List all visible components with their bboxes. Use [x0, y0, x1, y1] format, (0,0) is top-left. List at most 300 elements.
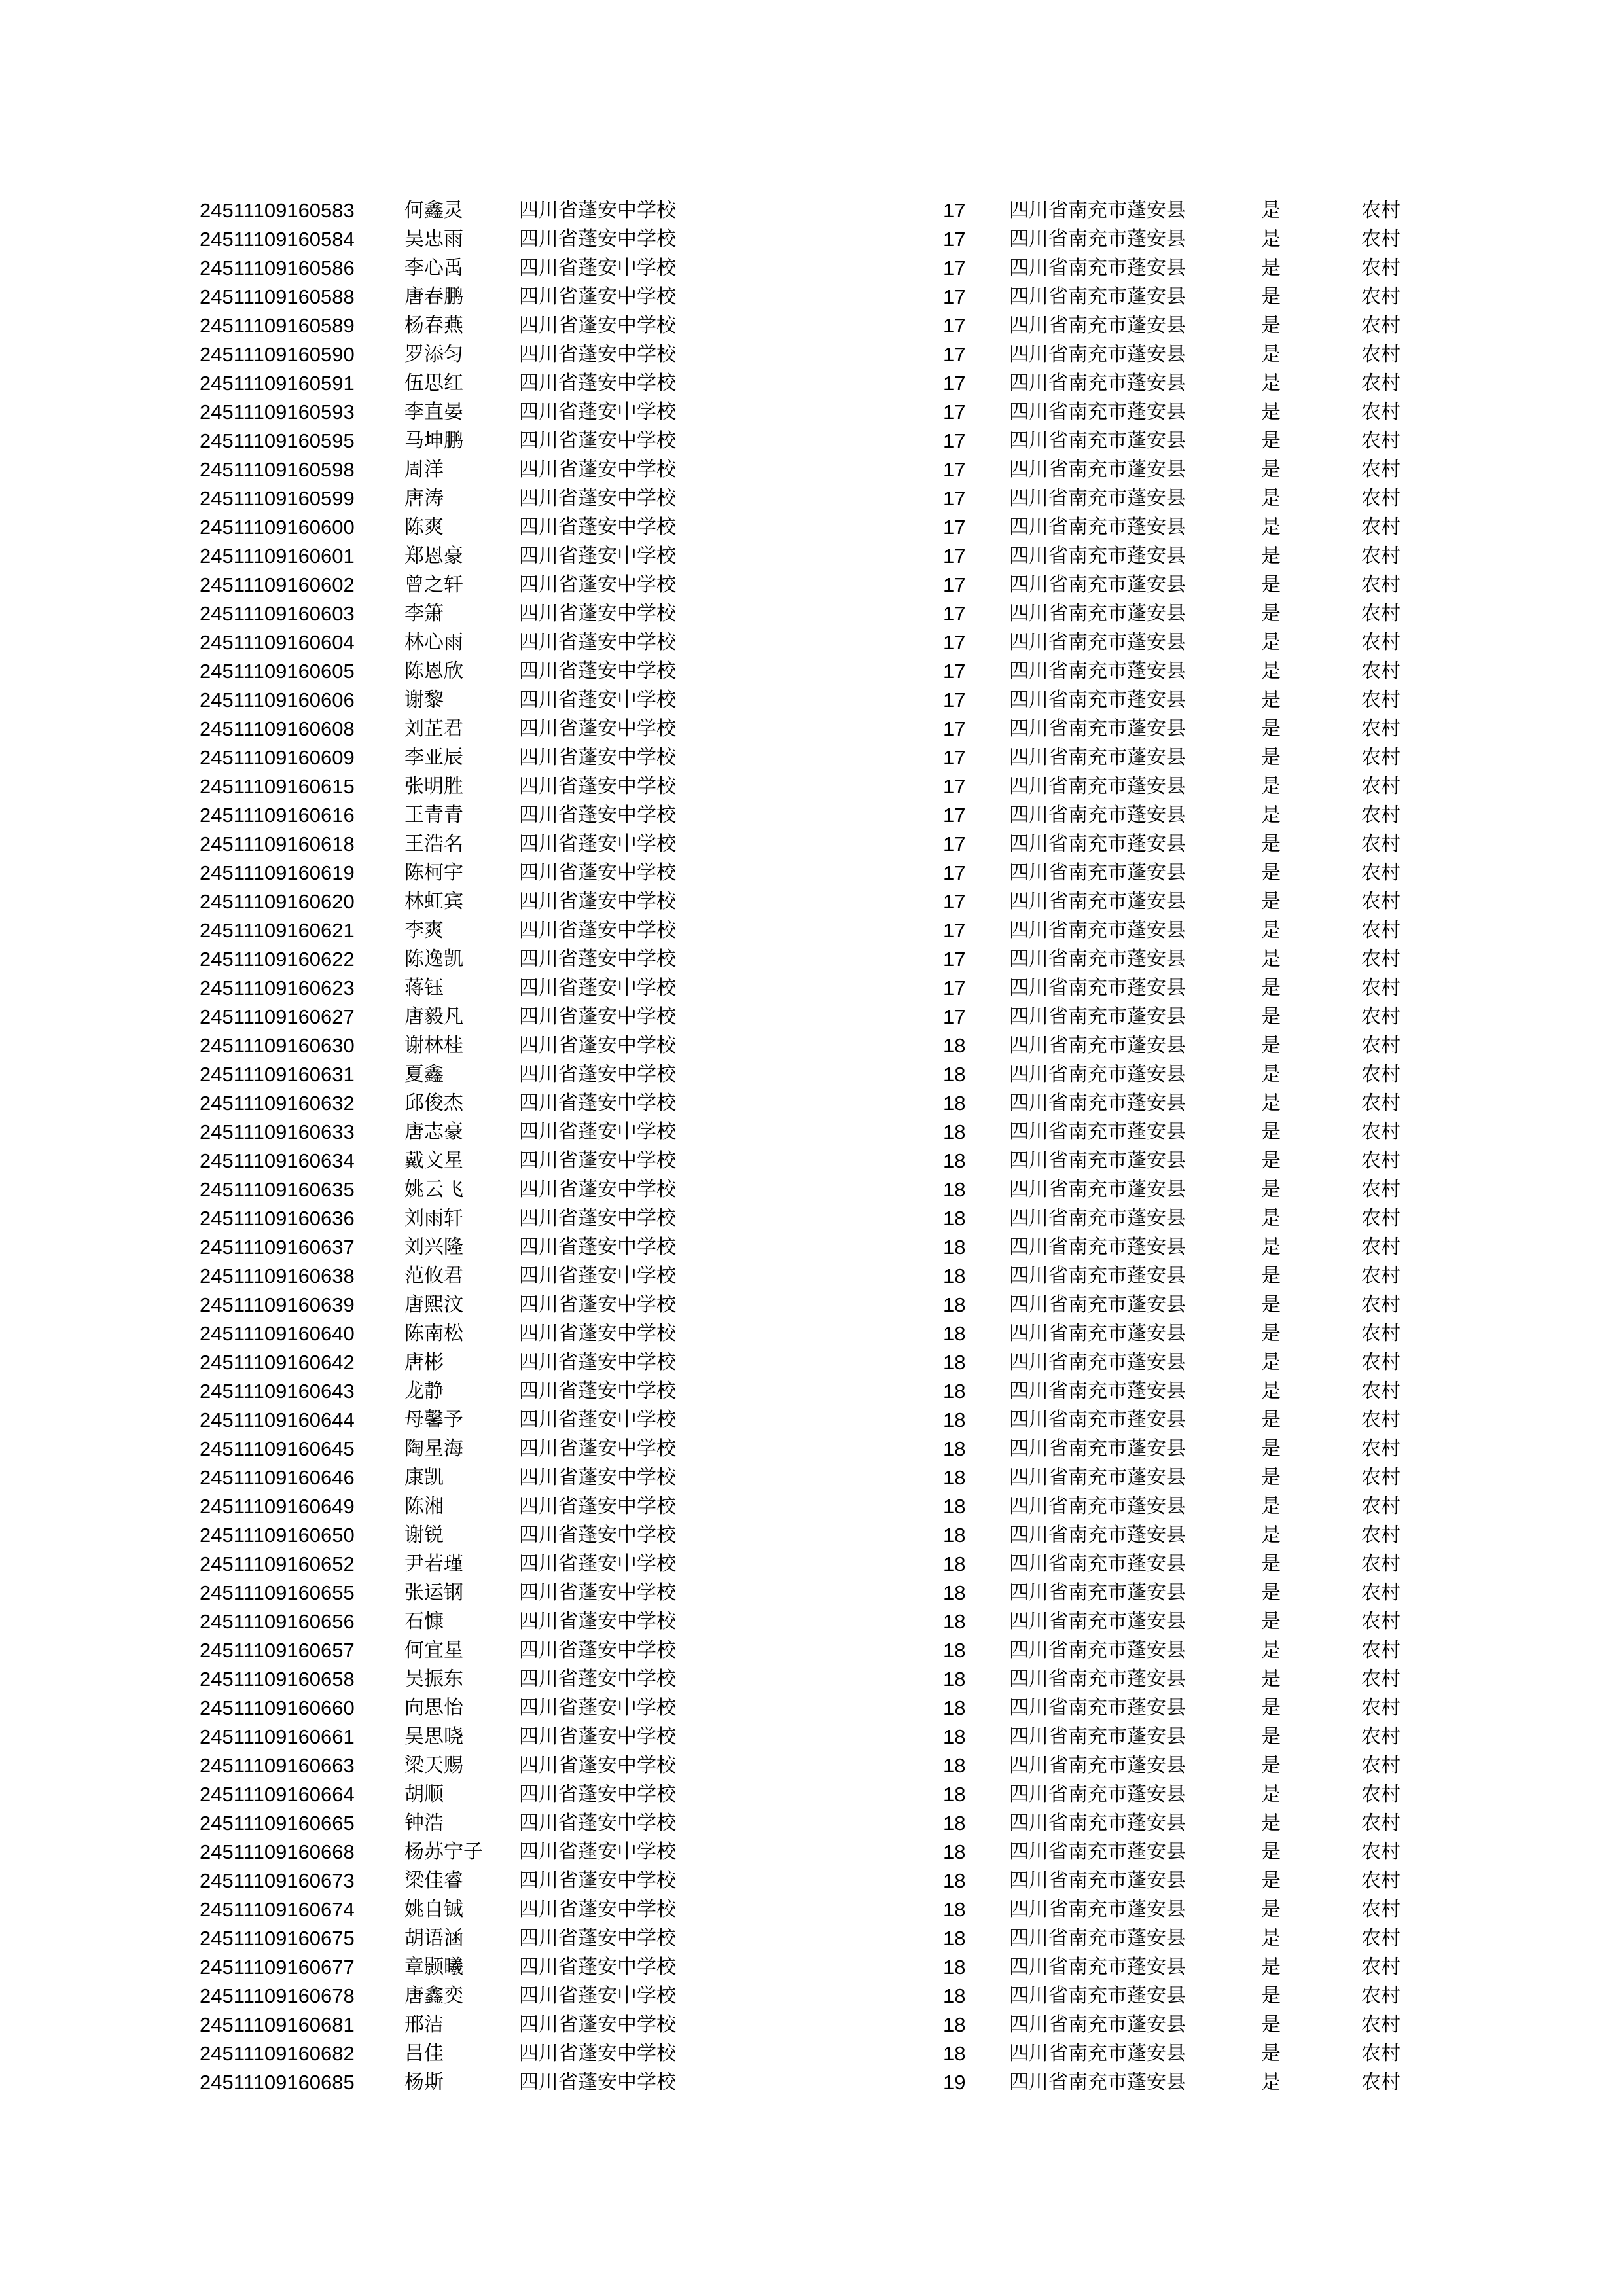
table-row [200, 1636, 1443, 1665]
age-cell: 17 [943, 573, 966, 596]
student-id-cell: 24511109160593 [200, 401, 355, 423]
region-cell: 四川省南充市蓬安县 [1009, 1725, 1186, 1748]
school-cell: 四川省蓬安中学校 [519, 1063, 676, 1086]
age-cell: 17 [943, 861, 966, 884]
area-type-cell: 农村 [1361, 1840, 1400, 1863]
table-row [200, 888, 1443, 916]
student-name-cell: 林虹宾 [404, 890, 463, 913]
school-cell: 四川省蓬安中学校 [519, 1639, 676, 1662]
school-cell: 四川省蓬安中学校 [519, 257, 676, 279]
region-cell: 四川省南充市蓬安县 [1009, 285, 1186, 308]
table-row [200, 1463, 1443, 1492]
table-row [200, 1550, 1443, 1579]
student-id-cell: 24511109160630 [200, 1034, 355, 1057]
table-row [200, 196, 1443, 225]
age-cell: 17 [943, 602, 966, 625]
region-cell: 四川省南充市蓬安县 [1009, 2042, 1186, 2065]
table-row [200, 830, 1443, 859]
table-row [200, 1262, 1443, 1291]
student-id-cell: 24511109160652 [200, 1552, 355, 1575]
flag-cell: 是 [1261, 804, 1281, 827]
table-row [200, 1089, 1443, 1118]
area-type-cell: 农村 [1361, 1265, 1400, 1287]
area-type-cell: 农村 [1361, 228, 1400, 251]
region-cell: 四川省南充市蓬安县 [1009, 2071, 1186, 2094]
area-type-cell: 农村 [1361, 314, 1400, 337]
student-id-cell: 24511109160599 [200, 487, 355, 510]
table-row [200, 456, 1443, 484]
age-cell: 17 [943, 890, 966, 913]
school-cell: 四川省蓬安中学校 [519, 1092, 676, 1115]
flag-cell: 是 [1261, 429, 1281, 452]
student-name-cell: 吴振东 [404, 1668, 463, 1691]
flag-cell: 是 [1261, 1408, 1281, 1431]
age-cell: 18 [943, 1984, 966, 2007]
table-row [200, 225, 1443, 254]
student-id-cell: 24511109160660 [200, 1696, 355, 1719]
area-type-cell: 农村 [1361, 890, 1400, 913]
student-name-cell: 罗添匀 [404, 343, 463, 366]
table-row [200, 340, 1443, 369]
student-name-cell: 张运钢 [404, 1581, 463, 1604]
region-cell: 四川省南充市蓬安县 [1009, 372, 1186, 395]
region-cell: 四川省南充市蓬安县 [1009, 1668, 1186, 1691]
student-name-cell: 唐熙汶 [404, 1293, 463, 1316]
region-cell: 四川省南充市蓬安县 [1009, 804, 1186, 827]
flag-cell: 是 [1261, 689, 1281, 711]
age-cell: 18 [943, 1178, 966, 1201]
school-cell: 四川省蓬安中学校 [519, 1668, 676, 1691]
school-cell: 四川省蓬安中学校 [519, 1869, 676, 1892]
age-cell: 17 [943, 257, 966, 279]
region-cell: 四川省南充市蓬安县 [1009, 545, 1186, 567]
area-type-cell: 农村 [1361, 1639, 1400, 1662]
school-cell: 四川省蓬安中学校 [519, 516, 676, 539]
student-name-cell: 康凯 [404, 1466, 444, 1489]
age-cell: 18 [943, 1639, 966, 1662]
school-cell: 四川省蓬安中学校 [519, 746, 676, 769]
table-row [200, 1003, 1443, 1031]
table-row [200, 1319, 1443, 1348]
age-cell: 17 [943, 948, 966, 971]
region-cell: 四川省南充市蓬安县 [1009, 1380, 1186, 1403]
region-cell: 四川省南充市蓬安县 [1009, 1840, 1186, 1863]
student-id-cell: 24511109160621 [200, 919, 355, 942]
table-row [200, 571, 1443, 600]
flag-cell: 是 [1261, 861, 1281, 884]
student-name-cell: 杨苏宁子 [404, 1840, 483, 1863]
flag-cell: 是 [1261, 1466, 1281, 1489]
student-name-cell: 杨斯 [404, 2071, 444, 2094]
student-name-cell: 唐春鹏 [404, 285, 463, 308]
area-type-cell: 农村 [1361, 1092, 1400, 1115]
region-cell: 四川省南充市蓬安县 [1009, 833, 1186, 855]
flag-cell: 是 [1261, 631, 1281, 654]
student-id-cell: 24511109160609 [200, 746, 355, 769]
table-row [200, 1147, 1443, 1175]
school-cell: 四川省蓬安中学校 [519, 573, 676, 596]
area-type-cell: 农村 [1361, 372, 1400, 395]
student-name-cell: 伍思红 [404, 372, 463, 395]
school-cell: 四川省蓬安中学校 [519, 1840, 676, 1863]
area-type-cell: 农村 [1361, 1812, 1400, 1835]
age-cell: 18 [943, 1840, 966, 1863]
student-id-cell: 24511109160608 [200, 717, 355, 740]
area-type-cell: 农村 [1361, 1207, 1400, 1230]
area-type-cell: 农村 [1361, 401, 1400, 423]
area-type-cell: 农村 [1361, 919, 1400, 942]
table-row [200, 1406, 1443, 1435]
student-id-cell: 24511109160627 [200, 1005, 355, 1028]
flag-cell: 是 [1261, 487, 1281, 510]
school-cell: 四川省蓬安中学校 [519, 1149, 676, 1172]
age-cell: 17 [943, 372, 966, 395]
flag-cell: 是 [1261, 1293, 1281, 1316]
table-row [200, 1435, 1443, 1463]
region-cell: 四川省南充市蓬安县 [1009, 1552, 1186, 1575]
student-name-cell: 刘芷君 [404, 717, 463, 740]
area-type-cell: 农村 [1361, 516, 1400, 539]
student-name-cell: 陈逸凯 [404, 948, 463, 971]
student-id-cell: 24511109160623 [200, 977, 355, 999]
student-id-cell: 24511109160678 [200, 1984, 355, 2007]
region-cell: 四川省南充市蓬安县 [1009, 1265, 1186, 1287]
age-cell: 17 [943, 516, 966, 539]
flag-cell: 是 [1261, 1351, 1281, 1374]
area-type-cell: 农村 [1361, 948, 1400, 971]
table-row [200, 369, 1443, 398]
school-cell: 四川省蓬安中学校 [519, 1437, 676, 1460]
area-type-cell: 农村 [1361, 1927, 1400, 1950]
age-cell: 18 [943, 1293, 966, 1316]
age-cell: 18 [943, 1322, 966, 1345]
student-id-cell: 24511109160645 [200, 1437, 355, 1460]
flag-cell: 是 [1261, 1524, 1281, 1547]
table-row [200, 1118, 1443, 1147]
area-type-cell: 农村 [1361, 545, 1400, 567]
student-name-cell: 曾之轩 [404, 573, 463, 596]
school-cell: 四川省蓬安中学校 [519, 228, 676, 251]
student-id-cell: 24511109160634 [200, 1149, 355, 1172]
flag-cell: 是 [1261, 228, 1281, 251]
flag-cell: 是 [1261, 602, 1281, 625]
age-cell: 17 [943, 977, 966, 999]
table-row [200, 1924, 1443, 1953]
flag-cell: 是 [1261, 1178, 1281, 1201]
flag-cell: 是 [1261, 1121, 1281, 1143]
flag-cell: 是 [1261, 833, 1281, 855]
school-cell: 四川省蓬安中学校 [519, 861, 676, 884]
student-id-cell: 24511109160674 [200, 1898, 355, 1921]
table-row [200, 657, 1443, 686]
age-cell: 18 [943, 1552, 966, 1575]
student-id-cell: 24511109160643 [200, 1380, 355, 1403]
student-name-cell: 胡顺 [404, 1783, 444, 1806]
school-cell: 四川省蓬安中学校 [519, 1725, 676, 1748]
school-cell: 四川省蓬安中学校 [519, 1610, 676, 1633]
region-cell: 四川省南充市蓬安县 [1009, 660, 1186, 683]
student-id-cell: 24511109160602 [200, 573, 355, 596]
school-cell: 四川省蓬安中学校 [519, 545, 676, 567]
student-id-cell: 24511109160589 [200, 314, 355, 337]
region-cell: 四川省南充市蓬安县 [1009, 1322, 1186, 1345]
age-cell: 18 [943, 1668, 966, 1691]
student-name-cell: 向思怡 [404, 1696, 463, 1719]
student-id-cell: 24511109160637 [200, 1236, 355, 1259]
region-cell: 四川省南充市蓬安县 [1009, 1927, 1186, 1950]
school-cell: 四川省蓬安中学校 [519, 1466, 676, 1489]
region-cell: 四川省南充市蓬安县 [1009, 1034, 1186, 1057]
student-id-cell: 24511109160598 [200, 458, 355, 481]
region-cell: 四川省南充市蓬安县 [1009, 1524, 1186, 1547]
student-roster-table [200, 196, 1443, 2097]
area-type-cell: 农村 [1361, 285, 1400, 308]
region-cell: 四川省南充市蓬安县 [1009, 516, 1186, 539]
table-row [200, 1492, 1443, 1521]
table-row [200, 1607, 1443, 1636]
region-cell: 四川省南充市蓬安县 [1009, 1754, 1186, 1777]
region-cell: 四川省南充市蓬安县 [1009, 1610, 1186, 1633]
student-name-cell: 陈南松 [404, 1322, 463, 1345]
school-cell: 四川省蓬安中学校 [519, 1236, 676, 1259]
table-row [200, 1204, 1443, 1233]
area-type-cell: 农村 [1361, 1293, 1400, 1316]
school-cell: 四川省蓬安中学校 [519, 458, 676, 481]
area-type-cell: 农村 [1361, 977, 1400, 999]
region-cell: 四川省南充市蓬安县 [1009, 1207, 1186, 1230]
flag-cell: 是 [1261, 1812, 1281, 1835]
region-cell: 四川省南充市蓬安县 [1009, 314, 1186, 337]
table-row [200, 1953, 1443, 1982]
age-cell: 18 [943, 1207, 966, 1230]
school-cell: 四川省蓬安中学校 [519, 1524, 676, 1547]
school-cell: 四川省蓬安中学校 [519, 775, 676, 798]
region-cell: 四川省南充市蓬安县 [1009, 1063, 1186, 1086]
student-name-cell: 杨春燕 [404, 314, 463, 337]
area-type-cell: 农村 [1361, 1869, 1400, 1892]
flag-cell: 是 [1261, 1437, 1281, 1460]
region-cell: 四川省南充市蓬安县 [1009, 573, 1186, 596]
student-id-cell: 24511109160606 [200, 689, 355, 711]
flag-cell: 是 [1261, 1034, 1281, 1057]
table-row [200, 1521, 1443, 1550]
flag-cell: 是 [1261, 1207, 1281, 1230]
student-id-cell: 24511109160658 [200, 1668, 355, 1691]
age-cell: 18 [943, 1121, 966, 1143]
flag-cell: 是 [1261, 372, 1281, 395]
school-cell: 四川省蓬安中学校 [519, 1293, 676, 1316]
student-name-cell: 李心禹 [404, 257, 463, 279]
school-cell: 四川省蓬安中学校 [519, 1495, 676, 1518]
school-cell: 四川省蓬安中学校 [519, 804, 676, 827]
table-row [200, 2039, 1443, 2068]
table-row [200, 1751, 1443, 1780]
school-cell: 四川省蓬安中学校 [519, 1005, 676, 1028]
student-name-cell: 何鑫灵 [404, 199, 463, 222]
flag-cell: 是 [1261, 1840, 1281, 1863]
student-name-cell: 梁佳睿 [404, 1869, 463, 1892]
flag-cell: 是 [1261, 458, 1281, 481]
student-name-cell: 陶星海 [404, 1437, 463, 1460]
age-cell: 18 [943, 1092, 966, 1115]
age-cell: 18 [943, 1696, 966, 1719]
table-row [200, 686, 1443, 715]
region-cell: 四川省南充市蓬安县 [1009, 602, 1186, 625]
table-row [200, 859, 1443, 888]
region-cell: 四川省南充市蓬安县 [1009, 1984, 1186, 2007]
age-cell: 18 [943, 1149, 966, 1172]
region-cell: 四川省南充市蓬安县 [1009, 1092, 1186, 1115]
age-cell: 18 [943, 1351, 966, 1374]
region-cell: 四川省南充市蓬安县 [1009, 861, 1186, 884]
student-name-cell: 李爽 [404, 919, 444, 942]
area-type-cell: 农村 [1361, 1322, 1400, 1345]
student-id-cell: 24511109160604 [200, 631, 355, 654]
area-type-cell: 农村 [1361, 660, 1400, 683]
school-cell: 四川省蓬安中学校 [519, 948, 676, 971]
region-cell: 四川省南充市蓬安县 [1009, 1408, 1186, 1431]
age-cell: 18 [943, 1754, 966, 1777]
student-name-cell: 唐毅凡 [404, 1005, 463, 1028]
flag-cell: 是 [1261, 1725, 1281, 1748]
area-type-cell: 农村 [1361, 1610, 1400, 1633]
table-row [200, 513, 1443, 542]
student-name-cell: 吴思晓 [404, 1725, 463, 1748]
age-cell: 17 [943, 545, 966, 567]
area-type-cell: 农村 [1361, 631, 1400, 654]
flag-cell: 是 [1261, 2042, 1281, 2065]
age-cell: 18 [943, 1869, 966, 1892]
table-row [200, 772, 1443, 801]
age-cell: 18 [943, 1783, 966, 1806]
area-type-cell: 农村 [1361, 746, 1400, 769]
student-id-cell: 24511109160619 [200, 861, 355, 884]
student-id-cell: 24511109160631 [200, 1063, 355, 1086]
student-id-cell: 24511109160656 [200, 1610, 355, 1633]
age-cell: 17 [943, 804, 966, 827]
school-cell: 四川省蓬安中学校 [519, 429, 676, 452]
student-id-cell: 24511109160639 [200, 1293, 355, 1316]
region-cell: 四川省南充市蓬安县 [1009, 1121, 1186, 1143]
table-row [200, 1694, 1443, 1723]
region-cell: 四川省南充市蓬安县 [1009, 631, 1186, 654]
school-cell: 四川省蓬安中学校 [519, 372, 676, 395]
student-id-cell: 24511109160622 [200, 948, 355, 971]
age-cell: 17 [943, 228, 966, 251]
age-cell: 17 [943, 631, 966, 654]
school-cell: 四川省蓬安中学校 [519, 1207, 676, 1230]
student-id-cell: 24511109160595 [200, 429, 355, 452]
area-type-cell: 农村 [1361, 1725, 1400, 1748]
area-type-cell: 农村 [1361, 1034, 1400, 1057]
flag-cell: 是 [1261, 1265, 1281, 1287]
student-name-cell: 唐彬 [404, 1351, 444, 1374]
student-name-cell: 陈湘 [404, 1495, 444, 1518]
school-cell: 四川省蓬安中学校 [519, 717, 676, 740]
student-id-cell: 24511109160646 [200, 1466, 355, 1489]
student-name-cell: 李箫 [404, 602, 444, 625]
student-name-cell: 何宜星 [404, 1639, 463, 1662]
school-cell: 四川省蓬安中学校 [519, 890, 676, 913]
area-type-cell: 农村 [1361, 1668, 1400, 1691]
student-id-cell: 24511109160590 [200, 343, 355, 366]
area-type-cell: 农村 [1361, 1005, 1400, 1028]
school-cell: 四川省蓬安中学校 [519, 919, 676, 942]
age-cell: 18 [943, 1437, 966, 1460]
region-cell: 四川省南充市蓬安县 [1009, 1293, 1186, 1316]
age-cell: 17 [943, 717, 966, 740]
flag-cell: 是 [1261, 2013, 1281, 2036]
flag-cell: 是 [1261, 1495, 1281, 1518]
table-row [200, 254, 1443, 283]
age-cell: 17 [943, 285, 966, 308]
school-cell: 四川省蓬安中学校 [519, 314, 676, 337]
age-cell: 18 [943, 1236, 966, 1259]
flag-cell: 是 [1261, 775, 1281, 798]
region-cell: 四川省南充市蓬安县 [1009, 1581, 1186, 1604]
flag-cell: 是 [1261, 401, 1281, 423]
table-row [200, 542, 1443, 571]
student-name-cell: 马坤鹏 [404, 429, 463, 452]
student-id-cell: 24511109160663 [200, 1754, 355, 1777]
region-cell: 四川省南充市蓬安县 [1009, 458, 1186, 481]
student-name-cell: 李直晏 [404, 401, 463, 423]
flag-cell: 是 [1261, 948, 1281, 971]
table-row [200, 1723, 1443, 1751]
region-cell: 四川省南充市蓬安县 [1009, 717, 1186, 740]
area-type-cell: 农村 [1361, 1581, 1400, 1604]
student-id-cell: 24511109160601 [200, 545, 355, 567]
school-cell: 四川省蓬安中学校 [519, 401, 676, 423]
region-cell: 四川省南充市蓬安县 [1009, 487, 1186, 510]
school-cell: 四川省蓬安中学校 [519, 487, 676, 510]
age-cell: 18 [943, 1610, 966, 1633]
area-type-cell: 农村 [1361, 1984, 1400, 2007]
table-row [200, 1579, 1443, 1607]
region-cell: 四川省南充市蓬安县 [1009, 343, 1186, 366]
region-cell: 四川省南充市蓬安县 [1009, 1495, 1186, 1518]
school-cell: 四川省蓬安中学校 [519, 1581, 676, 1604]
flag-cell: 是 [1261, 1869, 1281, 1892]
area-type-cell: 农村 [1361, 2042, 1400, 2065]
student-id-cell: 24511109160586 [200, 257, 355, 279]
student-name-cell: 谢林桂 [404, 1034, 463, 1057]
table-row [200, 484, 1443, 513]
region-cell: 四川省南充市蓬安县 [1009, 919, 1186, 942]
age-cell: 18 [943, 1898, 966, 1921]
age-cell: 17 [943, 199, 966, 222]
flag-cell: 是 [1261, 1380, 1281, 1403]
student-id-cell: 24511109160668 [200, 1840, 355, 1863]
region-cell: 四川省南充市蓬安县 [1009, 429, 1186, 452]
student-id-cell: 24511109160650 [200, 1524, 355, 1547]
region-cell: 四川省南充市蓬安县 [1009, 1696, 1186, 1719]
flag-cell: 是 [1261, 1898, 1281, 1921]
area-type-cell: 农村 [1361, 602, 1400, 625]
flag-cell: 是 [1261, 1668, 1281, 1691]
table-row [200, 1348, 1443, 1377]
school-cell: 四川省蓬安中学校 [519, 1408, 676, 1431]
school-cell: 四川省蓬安中学校 [519, 343, 676, 366]
table-row [200, 2068, 1443, 2097]
age-cell: 17 [943, 458, 966, 481]
area-type-cell: 农村 [1361, 804, 1400, 827]
age-cell: 17 [943, 401, 966, 423]
flag-cell: 是 [1261, 890, 1281, 913]
student-name-cell: 蒋钰 [404, 977, 444, 999]
age-cell: 18 [943, 2013, 966, 2036]
school-cell: 四川省蓬安中学校 [519, 689, 676, 711]
